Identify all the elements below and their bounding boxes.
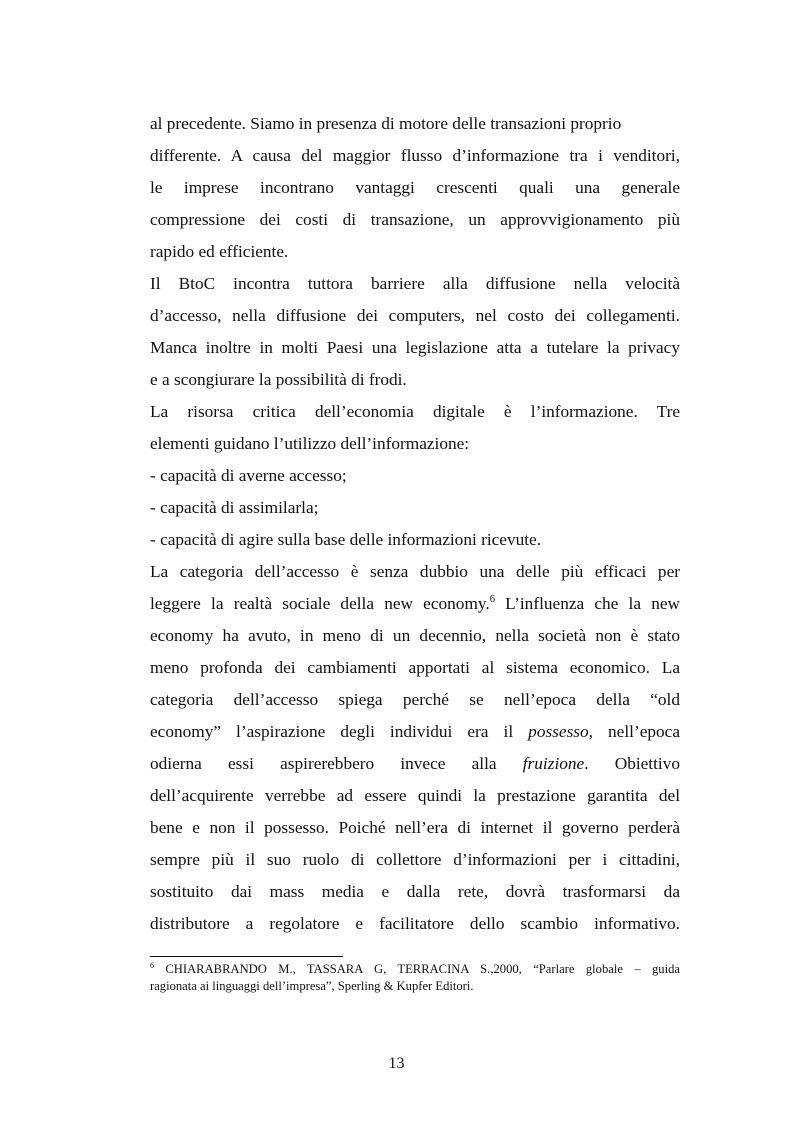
footnote-text: CHIARABRANDO M., TASSARA G, TERRACINA S.,2000, “Parlare globale – guida [154, 962, 680, 976]
body-line [150, 748, 680, 780]
page-number: 13 [388, 1055, 405, 1072]
emphasis-possesso: possesso [528, 722, 589, 741]
footnote-line: ragionata ai linguaggi dell’impresa”, Sperling & Kupfer Editori. [150, 979, 474, 993]
body-line: differente. A causa del maggior flusso d’informazione tra i venditori, [150, 146, 680, 165]
body-line: Il BtoC incontra tuttora barriere alla diffusione nella velocità [150, 274, 680, 293]
footnote-separator [150, 956, 343, 957]
body-line: economy ha avuto, in meno di un decennio, nella società non è stato [150, 626, 680, 645]
body-line: La risorsa critica dell’economia digitale è l’informazione. Tre [150, 402, 680, 421]
body-line-text: odierna essi aspirerebbero invece alla [150, 754, 523, 773]
body-line: meno profonda dei cambiamenti apportati al sistema economico. La [150, 658, 680, 677]
body-line: al precedente. Siamo in presenza di motore delle transazioni proprio [150, 114, 622, 133]
body-line: d’accesso, nella diffusione dei computers, nel costo dei collegamenti. [150, 306, 680, 325]
body-line: Manca inoltre in molti Paesi una legislazione atta a tutelare la privacy [150, 338, 680, 357]
body-line-text: . Obiettivo [584, 754, 680, 773]
body-line-text: L’influenza che la new [494, 594, 680, 613]
footnote-marker: 6 [150, 961, 154, 970]
body-line: dell’acquirente verrebbe ad essere quindi la prestazione garantita del [150, 786, 680, 805]
body-line-text: economy” l’aspirazione degli individui era il [150, 722, 529, 741]
body-line-text: , nell’epoca [588, 722, 680, 741]
body-line-text: leggere la realtà sociale della new economy. [150, 594, 490, 613]
body-line: La categoria dell’accesso è senza dubbio una delle più efficaci per [150, 562, 680, 581]
emphasis-fruizione: fruizione [522, 754, 585, 773]
body-line: sostituito dai mass media e dalla rete, dovrà trasformarsi da [150, 882, 680, 901]
body-text [150, 108, 680, 940]
body-line: bene e non il possesso. Poiché nell’era di internet il governo perderà [150, 818, 680, 837]
footnote-line [150, 961, 680, 978]
body-line: distributore a regolatore e facilitatore dello scambio informativo. [150, 914, 680, 933]
list-item: - capacità di assimilarla; [150, 498, 319, 517]
body-line [150, 716, 680, 748]
footnote-reference: 6 [489, 594, 495, 605]
body-line: elementi guidano l’utilizzo dell’informazione: [150, 434, 470, 453]
list-item: - capacità di agire sulla base delle informazioni ricevute. [150, 530, 542, 549]
body-line: rapido ed efficiente. [150, 242, 289, 261]
body-line [150, 588, 680, 620]
body-line: le imprese incontrano vantaggi crescenti quali una generale [150, 178, 680, 197]
list-item: - capacità di averne accesso; [150, 466, 347, 485]
body-line: e a scongiurare la possibilità di frodi. [150, 370, 407, 389]
body-line: categoria dell’accesso spiega perché se nell’epoca della “old [150, 690, 680, 709]
body-line: sempre più il suo ruolo di collettore d’informazioni per i cittadini, [150, 850, 680, 869]
body-line: compressione dei costi di transazione, un approvvigionamento più [150, 210, 680, 229]
footnote [150, 961, 680, 995]
